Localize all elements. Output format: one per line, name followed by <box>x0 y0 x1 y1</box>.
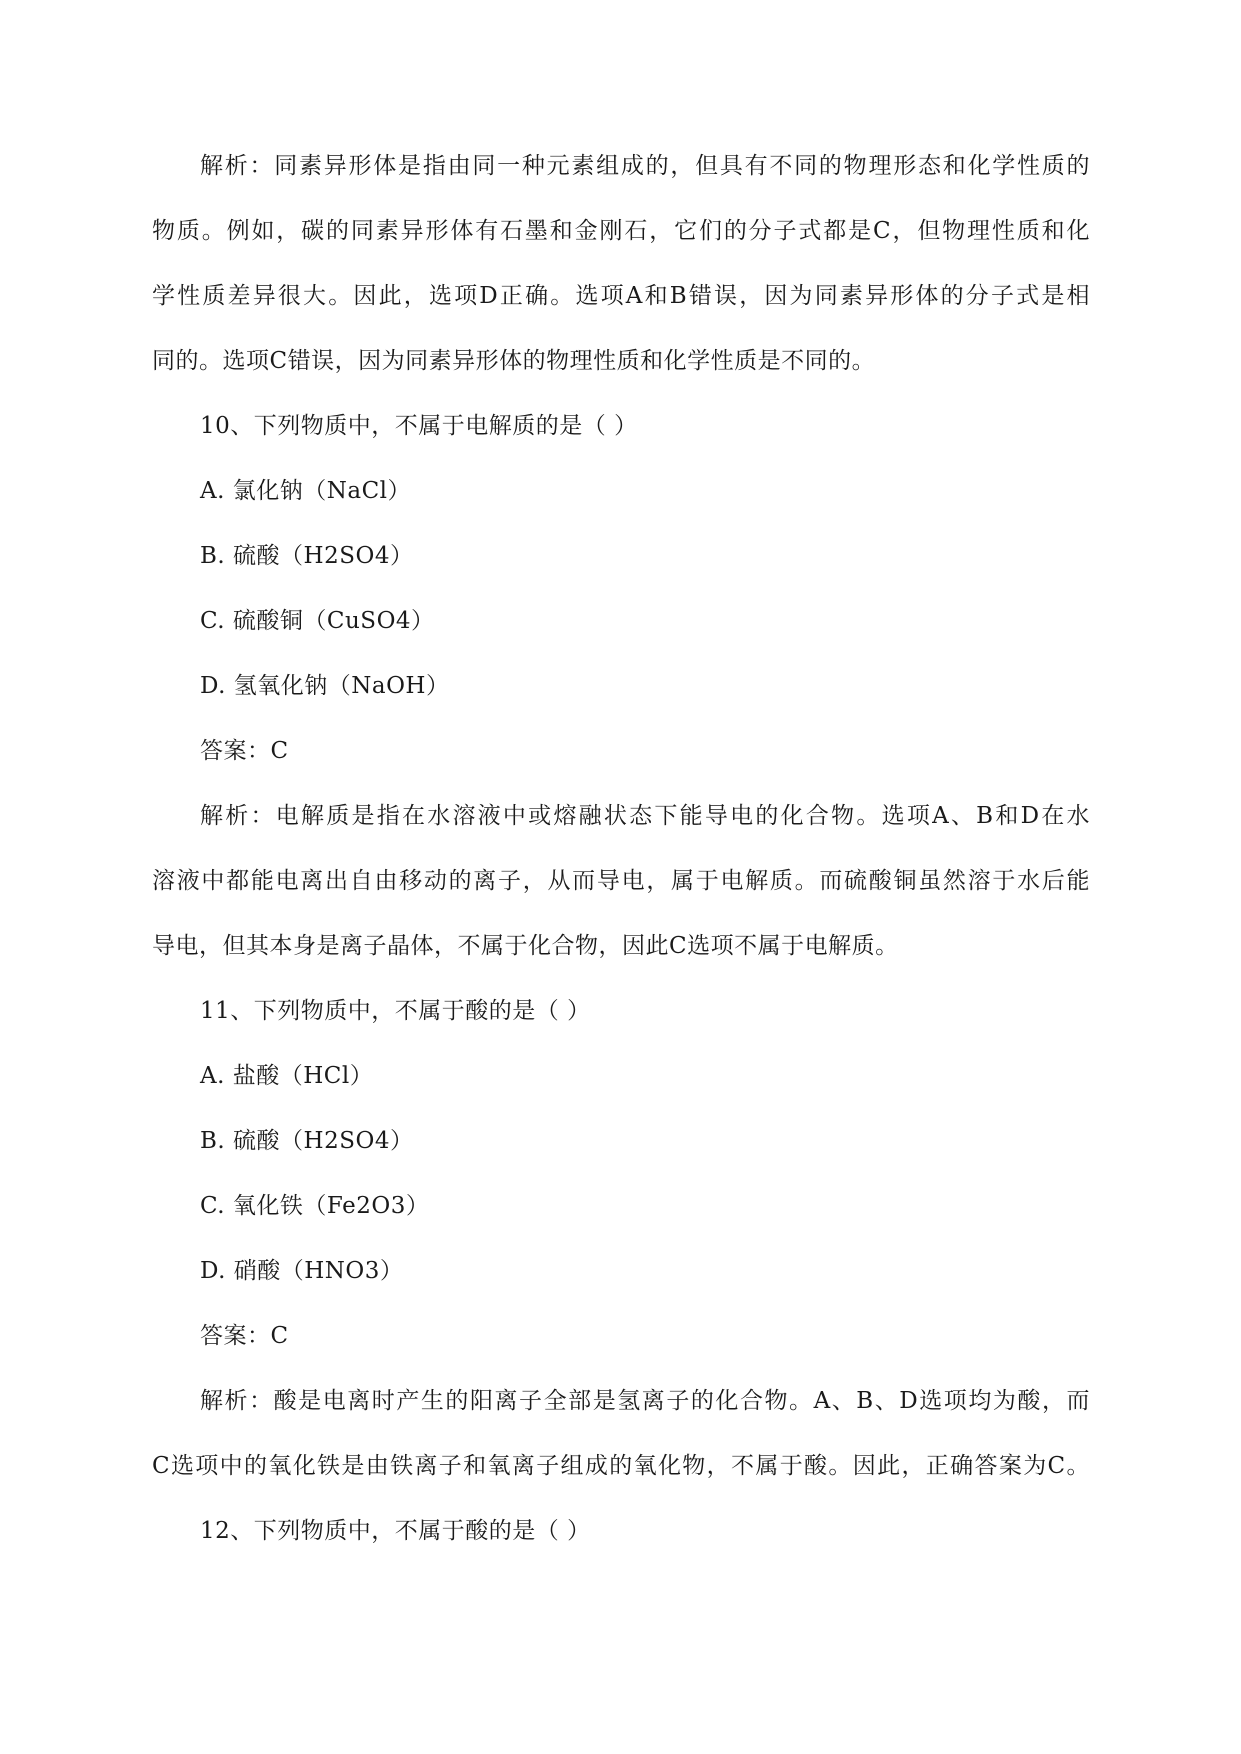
analysis-10-line-1: 解析：电解质是指在水溶液中或熔融状态下能导电的化合物。选项A、B和D在水 <box>200 803 1090 829</box>
question-10-title: 10、下列物质中，不属于电解质的是（ ） <box>200 413 638 439</box>
analysis-10-line-3: 导电，但其本身是离子晶体，不属于化合物，因此C选项不属于电解质。 <box>152 933 899 959</box>
analysis-11-line-1: 解析：酸是电离时产生的阳离子全部是氢离子的化合物。A、B、D选项均为酸，而 <box>200 1388 1090 1414</box>
question-11-title: 11、下列物质中，不属于酸的是（ ） <box>200 998 591 1024</box>
analysis-9-line-4: 同的。选项C错误，因为同素异形体的物理性质和化学性质是不同的。 <box>152 348 876 374</box>
question-12-title: 12、下列物质中，不属于酸的是（ ） <box>200 1518 591 1544</box>
question-11-option-d: D. 硝酸（HNO3） <box>200 1258 404 1284</box>
question-10-option-a: A. 氯化钠（NaCl） <box>200 478 412 504</box>
question-10-option-b: B. 硫酸（H2SO4） <box>200 543 414 569</box>
analysis-9-line-3: 学性质差异很大。因此，选项D正确。选项A和B错误，因为同素异形体的分子式是相 <box>152 283 1090 309</box>
analysis-11-line-2: C选项中的氧化铁是由铁离子和氧离子组成的氧化物，不属于酸。因此，正确答案为C。 <box>152 1453 1090 1479</box>
question-10-answer: 答案：C <box>200 738 289 764</box>
question-11-option-b: B. 硫酸（H2SO4） <box>200 1128 414 1154</box>
question-11-option-a: A. 盐酸（HCl） <box>200 1063 374 1089</box>
question-10-option-d: D. 氢氧化钠（NaOH） <box>200 673 450 699</box>
question-10-option-c: C. 硫酸铜（CuSO4） <box>200 608 435 634</box>
analysis-9-line-1: 解析：同素异形体是指由同一种元素组成的，但具有不同的物理形态和化学性质的 <box>200 153 1090 179</box>
analysis-9-line-2: 物质。例如，碳的同素异形体有石墨和金刚石，它们的分子式都是C，但物理性质和化 <box>152 218 1090 244</box>
analysis-10-line-2: 溶液中都能电离出自由移动的离子，从而导电，属于电解质。而硫酸铜虽然溶于水后能 <box>152 868 1090 894</box>
question-11-answer: 答案：C <box>200 1323 289 1349</box>
question-11-option-c: C. 氧化铁（Fe2O3） <box>200 1193 430 1219</box>
